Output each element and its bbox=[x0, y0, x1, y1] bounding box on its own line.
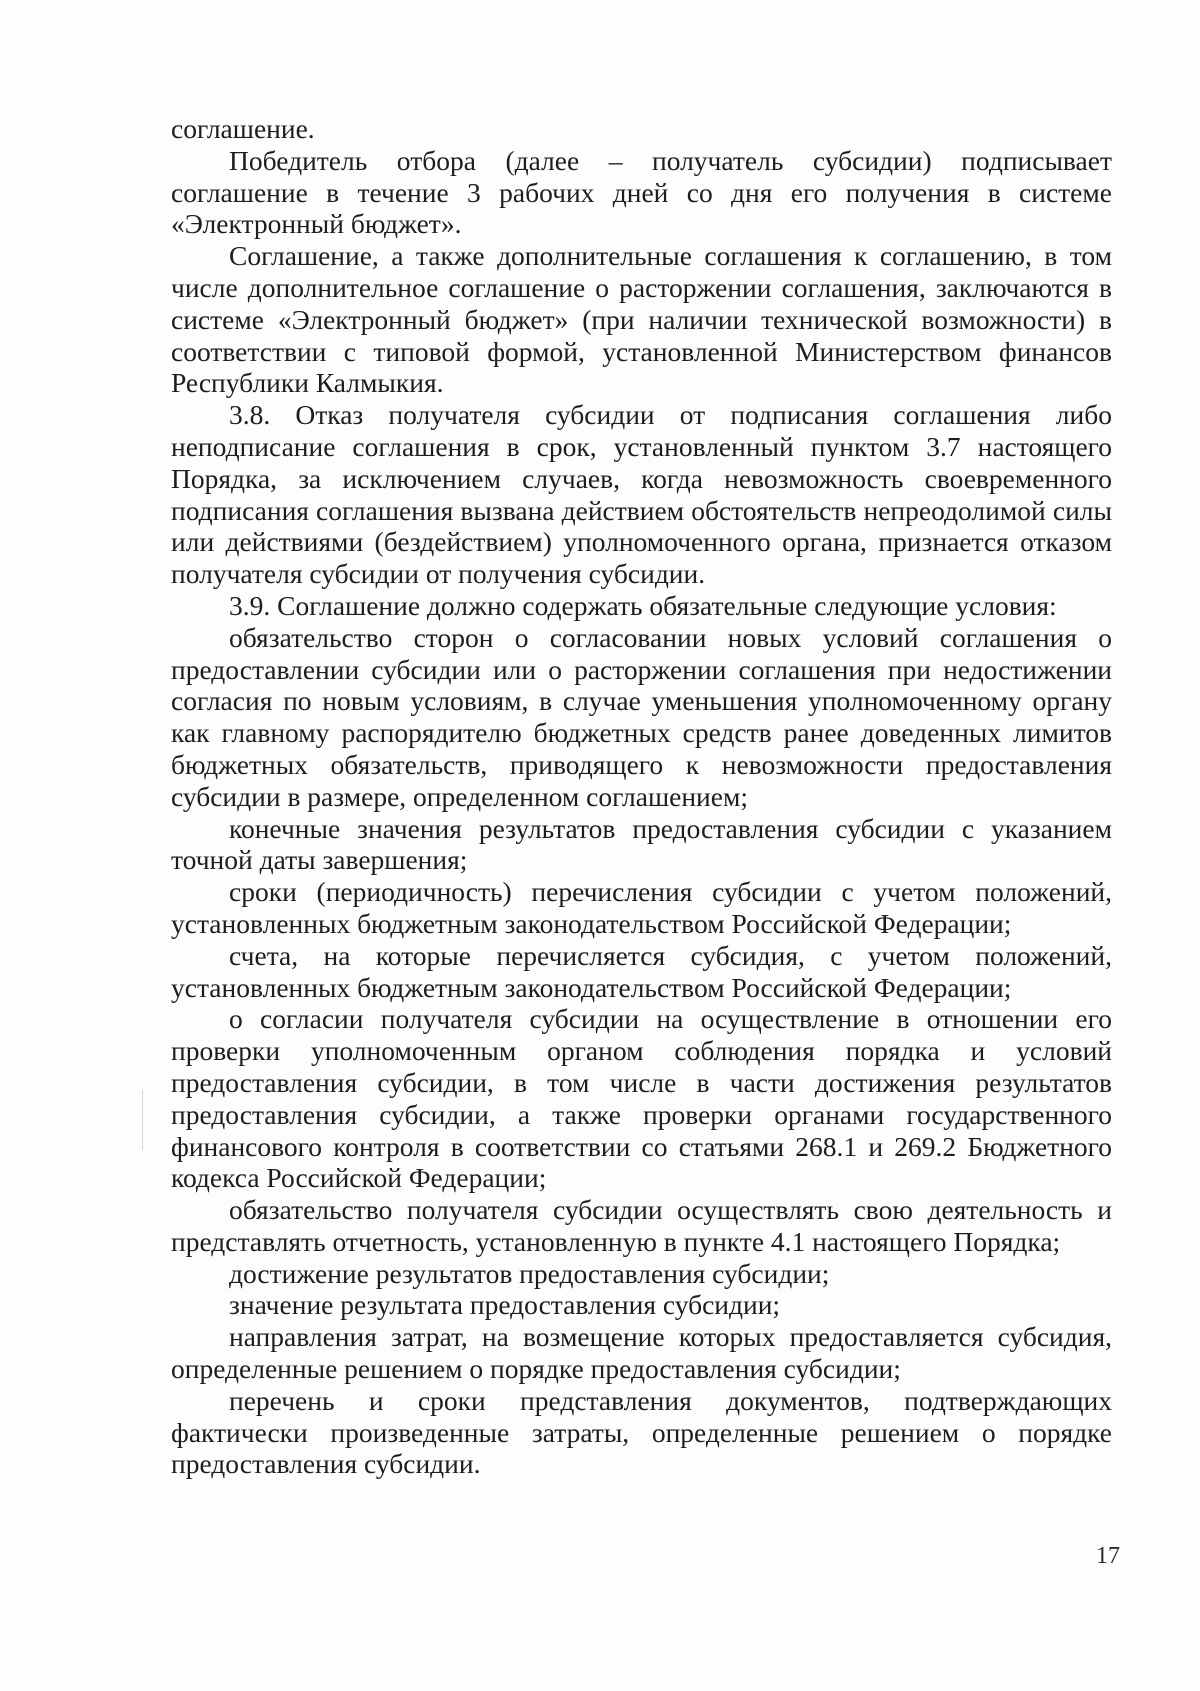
paragraph-3: Соглашение, а также дополнительные соглашения к соглашению, в том числе дополнительное соглашение о расторжении соглашения, заключаются в системе «Электронный бюджет» (при наличии технической возможности) в соответствии с типовой формой, установленной Министерством финансов Республики Калмыкия. bbox=[171, 240, 1112, 399]
document-body bbox=[171, 113, 1112, 1480]
paragraph-9: счета, на которые перечисляется субсидия, с учетом положений, установленных бюджетным законодательством Российской Федерации; bbox=[171, 939, 1112, 1003]
paragraph-15: перечень и сроки представления документов, подтверждающих фактически произведенные затраты, определенные решением о порядке предоставления субсидии. bbox=[171, 1384, 1112, 1480]
paragraph-4: 3.8. Отказ получателя субсидии от подписания соглашения либо неподписание соглашения в срок, установленный пунктом 3.7 настоящего Порядка, за исключением случаев, когда невозможность своевременного подписания соглашения вызвана действием обстоятельств непреодолимой силы или действиями (бездействием) уполномоченного органа, признается отказом получателя субсидии от получения субсидии. bbox=[171, 399, 1112, 590]
paragraph-2: Победитель отбора (далее – получатель субсидии) подписывает соглашение в течение 3 рабочих дней со дня его получения в системе «Электронный бюджет». bbox=[171, 144, 1112, 240]
scan-margin-mark bbox=[142, 1090, 143, 1150]
page-number: 17 bbox=[1096, 1543, 1120, 1569]
paragraph-6: обязательство сторон о согласовании новых условий соглашения о предоставлении субсидии или о расторжении соглашения при недостижении согласия по новым условиям, в случае уменьшения уполномоченному органу как главному распорядителю бюджетных средств ранее доведенных лимитов бюджетных обязательств, приводящего к невозможности предоставления субсидии в размере, определенном соглашением; bbox=[171, 621, 1112, 812]
paragraph-12: достижение результатов предоставления субсидии; bbox=[229, 1257, 830, 1289]
paragraph-11: обязательство получателя субсидии осуществлять свою деятельность и представлять отчетность, установленную в пункте 4.1 настоящего Порядка; bbox=[171, 1194, 1112, 1257]
paragraph-10: о согласии получателя субсидии на осуществление в отношении его проверки уполномоченным органом соблюдения порядка и условий предоставления субсидии, в том числе в части достижения результатов предоставления субсидии, а также проверки органами государственного финансового контроля в соответствии со статьями 268.1 и 269.2 Бюджетного кодекса Российской Федерации; bbox=[171, 1003, 1112, 1194]
paragraph-13: значение результата предоставления субсидии; bbox=[229, 1289, 781, 1321]
paragraph-8: сроки (периодичность) перечисления субсидии с учетом положений, установленных бюджетным законодательством Российской Федерации; bbox=[171, 876, 1112, 939]
paragraph-14: направления затрат, на возмещение которых предоставляется субсидия, определенные решением о порядке предоставления субсидии; bbox=[171, 1321, 1112, 1385]
paragraph-1: соглашение. bbox=[171, 113, 315, 144]
paragraph-5: 3.9. Соглашение должно содержать обязательные следующие условия: bbox=[229, 589, 1057, 621]
paragraph-7: конечные значения результатов предоставления субсидии с указанием точной даты завершения; bbox=[171, 812, 1112, 876]
